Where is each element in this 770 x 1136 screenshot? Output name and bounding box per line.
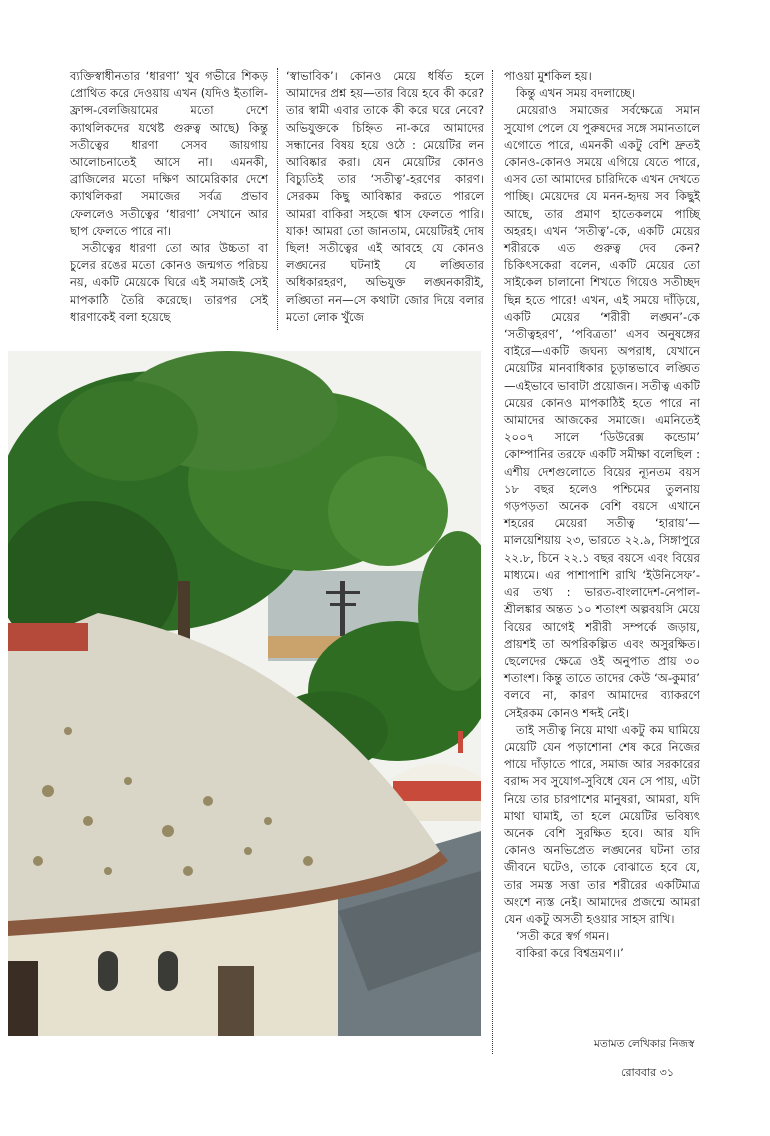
paragraph: ‘স্বাভাবিক’। কোনও মেয়ে ধর্ষিত হলে আমাদের প্রশ্ন হয়—তার বিয়ে হবে কী করে? তার স্বামী এবার তাকে কী করে ঘরে নেবে? অভিযুক্তকে চিহ্নিত না-করে আমাদের সন্ধানের বিষয় হয়ে ওঠে : মেয়েটির লন আবিষ্কার করা। যেন মেয়েটির কোনও বিচ্যুতিই তার ‘সতীত্ব’-হরণের কারণ। সেরকম কিছু আবিষ্কার করতে পারলে আমরা বাকিরা সহজে শ্বাস ফেলতে পারি। যাক! আমরা তো জানতাম, মেয়েটিরই দোষ ছিল! সতীত্বের এই আবহে যে কোনও লঙ্ঘনের ঘটনাই যে লঙ্ঘিতার অধিকারহরণ, অভিযুক্ত লঙ্ঘনকারীই, লঙ্ঘিতা নন—সে কথাটা জোর দিয়ে বলার মতো লোক খুঁজে (286, 69, 484, 324)
temple-photo (8, 351, 481, 1036)
column-divider-2 (492, 70, 493, 1054)
paragraph: কিন্তু এখন সময় বদলাচ্ছে। (516, 86, 636, 101)
author-disclaimer: মতামত লেখিকার নিজস্ব (594, 1038, 695, 1050)
paragraph: তাই সতীত্ব নিয়ে মাথা একটু কম ঘামিয়ে মেয়েটি যেন পড়াশোনা শেষ করে নিজের পায়ে দাঁড়াতে পারে, সমাজ আর সরকারের বরাদ্দ সব সুযোগ-সুবিধে যেন সে পায়, এটা নিয়ে তার চারপাশের মানুষরা, আমরা, যদি মাথা ঘামাই, তা হলে মেয়েটির ভবিষ্যৎ অনেক বেশি সুরক্ষিত হবে। আর যদি কোনও অনভিপ্রেত লঙ্ঘনের ঘটনা তার জীবনে ঘটেও, তাকে বোঝাতে হবে যে, তার সমস্ত সত্তা তার শরীরের একটিমাত্র অংশে ন্যস্ত নেই। আমাদের প্রজন্মে আমরা যেন একটু অসতী হওয়ার সাহস রাখি। (504, 722, 700, 926)
article-column-3 (504, 68, 700, 963)
paragraph: পাওয়া মুশকিল হয়। (504, 69, 592, 83)
article-column-2 (286, 68, 484, 326)
paragraph: সতীত্বের ধারণা তো আর উচ্চতা বা চুলের রঙের মতো কোনও জন্মগত পরিচয় নয়, একটি মেয়েকে ঘিরে এই সমাজই সেই মাপকাঠি তৈরি করেছে। তারপর সেই ধারণাকেই বলা হয়েছে (70, 241, 268, 324)
column-divider-1 (277, 68, 278, 330)
paragraph: ‘সতী করে স্বর্গ গমন। (516, 929, 610, 944)
page-folio: রোববার ৩১ (621, 1066, 674, 1079)
paragraph: বাকিরা করে বিশ্বভ্রমণ।।’ (516, 946, 624, 961)
paragraph: ব্যক্তিস্বাধীনতার ‘ধারণা’ খুব গভীরে শিকড় প্রোথিত করে দেওয়ায় এখন (যদিও ইতালি-ফ্রান্স-বেলজিয়ামের মতো দেশে ক্যাথলিকদের যথেষ্ট গুরুত্ব আছে) কিন্তু সতীত্বের ধারণা সেসব জায়গায় আলোচনাতেই আসে না। এমনকী, ব্রাজিলের মতো দক্ষিণ আমেরিকার দেশে ক্যাথলিকরা সমাজের সর্বত্র প্রভাব ফেললেও সতীত্বের ‘ধারণা’ সেখানে আর ছাপ ফেলতে পারে না। (70, 69, 268, 238)
article-column-1 (70, 68, 268, 326)
paragraph: মেয়েরাও সমাজের সর্বক্ষেত্রে সমান সুযোগ পেলে যে পুরুষদের সঙ্গে সমানতালে এগোতে পারে, এমনকী একটু বেশি দ্রুতই কোনও-কোনও সময়ে এগিয়ে যেতে পারে, এসব তো আমাদের চারিদিকে এখন দেখতে পাচ্ছি। মেয়েদের যে মনন-হৃদয় সব কিছুই আছে, তার প্রমাণ হাতেকলমে পাচ্ছি অহরহ। এখন ‘সতীত্ব’-কে, একটি মেয়ের শরীরকে এত গুরুত্ব দেব কেন? চিকিৎসকেরা বলেন, একটি মেয়ের তো সাইকেল চালানো শিখতে গিয়েও সতীচ্ছদ ছিন্ন হতে পারে! এখন, এই সময়ে দাঁড়িয়ে, একটি মেয়ের ‘শরীরী লঙ্ঘন’-কে ‘সতীত্বহরণ’, ‘পবিত্রতা’ এসব অনুষঙ্গের বাইরে—একটি জঘন্য অপরাধ, যেখানে মেয়েটির মানবাধিকার চূড়ান্তভাবে লঙ্ঘিত—এইভাবে ভাবাটা প্রয়োজন। সতীত্ব একটি মেয়ের কোনও মাপকাঠিই হতে পারে না আমাদের আজকের সমাজে। এমনিতেই ২০০৭ সালে ‘ডিউরেক্স কন্ডোম’ কোম্পানির তরফে একটি সমীক্ষা বলেছিল : এশীয় দেশগুলোতে বিয়ের ন্যূনতম বয়স ১৮ বছর হলেও পশ্চিমের তুলনায় গড়পড়তা অনেক বেশি বয়সে এখানে শহরের মেয়েরা সতীত্ব ‘হারায়’—মালয়েশিয়ায় ২৩, ভারতে ২২.৯, সিঙ্গাপুরে ২২.৮, চিনে ২২.১ বছর বয়সে এবং বিয়ের মাধ্যমে। এর পাশাপাশি রাখি ‘ইউনিসেফ’-এর তথ্য : ভারত-বাংলাদেশ-নেপাল-শ্রীলঙ্কার অন্তত ১০ শতাংশ অল্পবয়সি মেয়ে বিয়ের আগেই শরীরী সম্পর্কে জড়ায়, প্রায়শই তা অপরিকল্পিত এবং অসুরক্ষিত। ছেলেদের ক্ষেত্রে ওই অনুপাত প্রায় ৩০ শতাংশ। কিন্তু তাতে তাদের কেউ ‘অ-কুমার’ বলবে না, কারণ আমাদের ব্যাকরণে সেইরকম কোনও শব্দই নেই। (504, 103, 700, 720)
dark-foreground (8, 961, 38, 1036)
